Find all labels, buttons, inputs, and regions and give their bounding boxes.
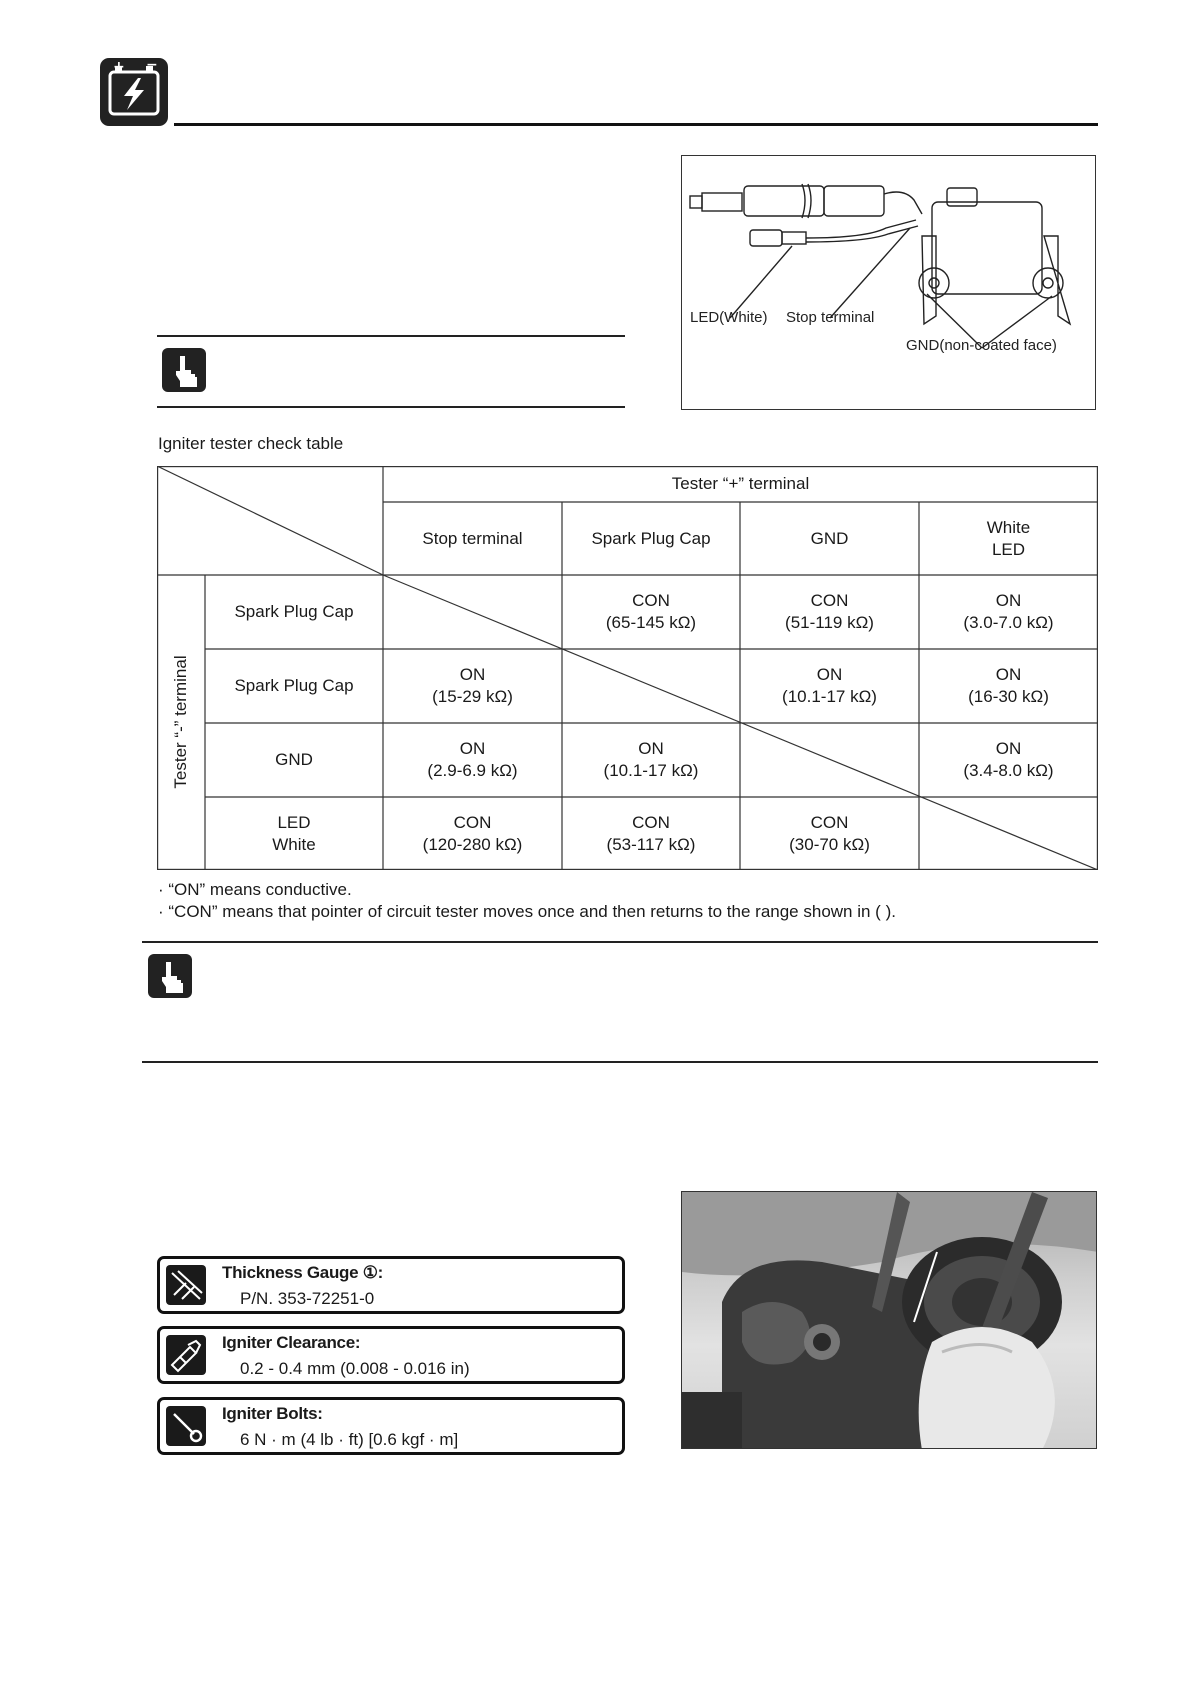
spec-igniter-bolts [157, 1397, 625, 1455]
table-cell: ON (16-30 kΩ) [968, 665, 1049, 706]
thickness-gauge-icon [166, 1265, 206, 1305]
pointing-hand-icon [162, 348, 206, 392]
table-cell: ON (10.1-17 kΩ) [782, 665, 877, 706]
spec-thickness-gauge [157, 1256, 625, 1314]
spec-label: Igniter Clearance: [222, 1333, 361, 1352]
caliper-icon [166, 1335, 206, 1375]
table-title: Igniter tester check table [158, 434, 344, 453]
table-cell: ON (3.0-7.0 kΩ) [963, 591, 1054, 632]
igniter-drawing [682, 156, 1097, 411]
col-header-spark-plug-cap: Spark Plug Cap [591, 528, 711, 548]
spec-igniter-clearance [157, 1326, 625, 1384]
spec-value: P/N. 353-72251-0 [240, 1289, 375, 1308]
note-rule-bottom [157, 406, 625, 408]
note-rule-top [157, 335, 625, 337]
spec-label: Igniter Bolts: [222, 1404, 323, 1423]
table-cell: CON (51-119 kΩ) [785, 591, 874, 632]
footnote-on: · “ON” means conductive. [158, 880, 352, 899]
tester-minus-header: Tester “-” terminal [171, 655, 190, 789]
spec-label: Thickness Gauge ①: [222, 1263, 383, 1282]
spec-value: 0.2 - 0.4 mm (0.008 - 0.016 in) [240, 1359, 470, 1378]
table-cell: CON (30-70 kΩ) [789, 812, 870, 854]
stop-terminal-label: Stop terminal [786, 309, 875, 326]
col-header-gnd: GND [810, 528, 849, 548]
led-white-label: LED(White) [690, 309, 768, 326]
battery-electrical-icon [100, 58, 168, 126]
table-cell: ON (15-29 kΩ) [432, 665, 513, 706]
engine-photo-illustration [682, 1192, 1097, 1449]
row-label-spark-plug-cap-2: Spark Plug Cap [234, 676, 354, 695]
igniter-clearance-photo [681, 1191, 1097, 1449]
table-cell: ON (3.4-8.0 kΩ) [963, 739, 1054, 780]
note2-rule-bottom [142, 1061, 1098, 1063]
table-cell: ON (10.1-17 kΩ) [603, 739, 699, 780]
gnd-label: GND(non-coated face) [906, 337, 1057, 354]
note2-rule-top [142, 941, 1098, 943]
spec-value: 6 N · m (4 lb · ft) [0.6 kgf · m] [240, 1430, 459, 1449]
igniter-diagram [681, 155, 1096, 410]
table-cell: CON (120-280 kΩ) [422, 812, 523, 854]
torque-wrench-icon [166, 1406, 206, 1446]
col-header-stop: Stop terminal [422, 528, 523, 548]
igniter-check-table [157, 466, 1098, 870]
row-label-led-white: LED White [272, 812, 316, 854]
header-rule [174, 123, 1098, 126]
table-cell: CON (65-145 kΩ) [605, 591, 697, 632]
tester-plus-header: Tester “+” terminal [671, 474, 810, 493]
row-label-spark-plug-cap-1: Spark Plug Cap [234, 602, 354, 621]
table-cell: ON (2.9-6.9 kΩ) [427, 739, 518, 780]
svg-text:+: + [113, 59, 125, 75]
pointing-hand-icon [148, 954, 192, 998]
footnote-con: · “CON” means that pointer of circuit tester moves once and then returns to the range shown in ( ). [158, 902, 896, 921]
row-label-gnd: GND [275, 750, 313, 769]
col-header-white-led: White LED [986, 517, 1031, 559]
svg-text:−: − [146, 58, 158, 73]
table-cell: CON (53-117 kΩ) [606, 812, 696, 854]
